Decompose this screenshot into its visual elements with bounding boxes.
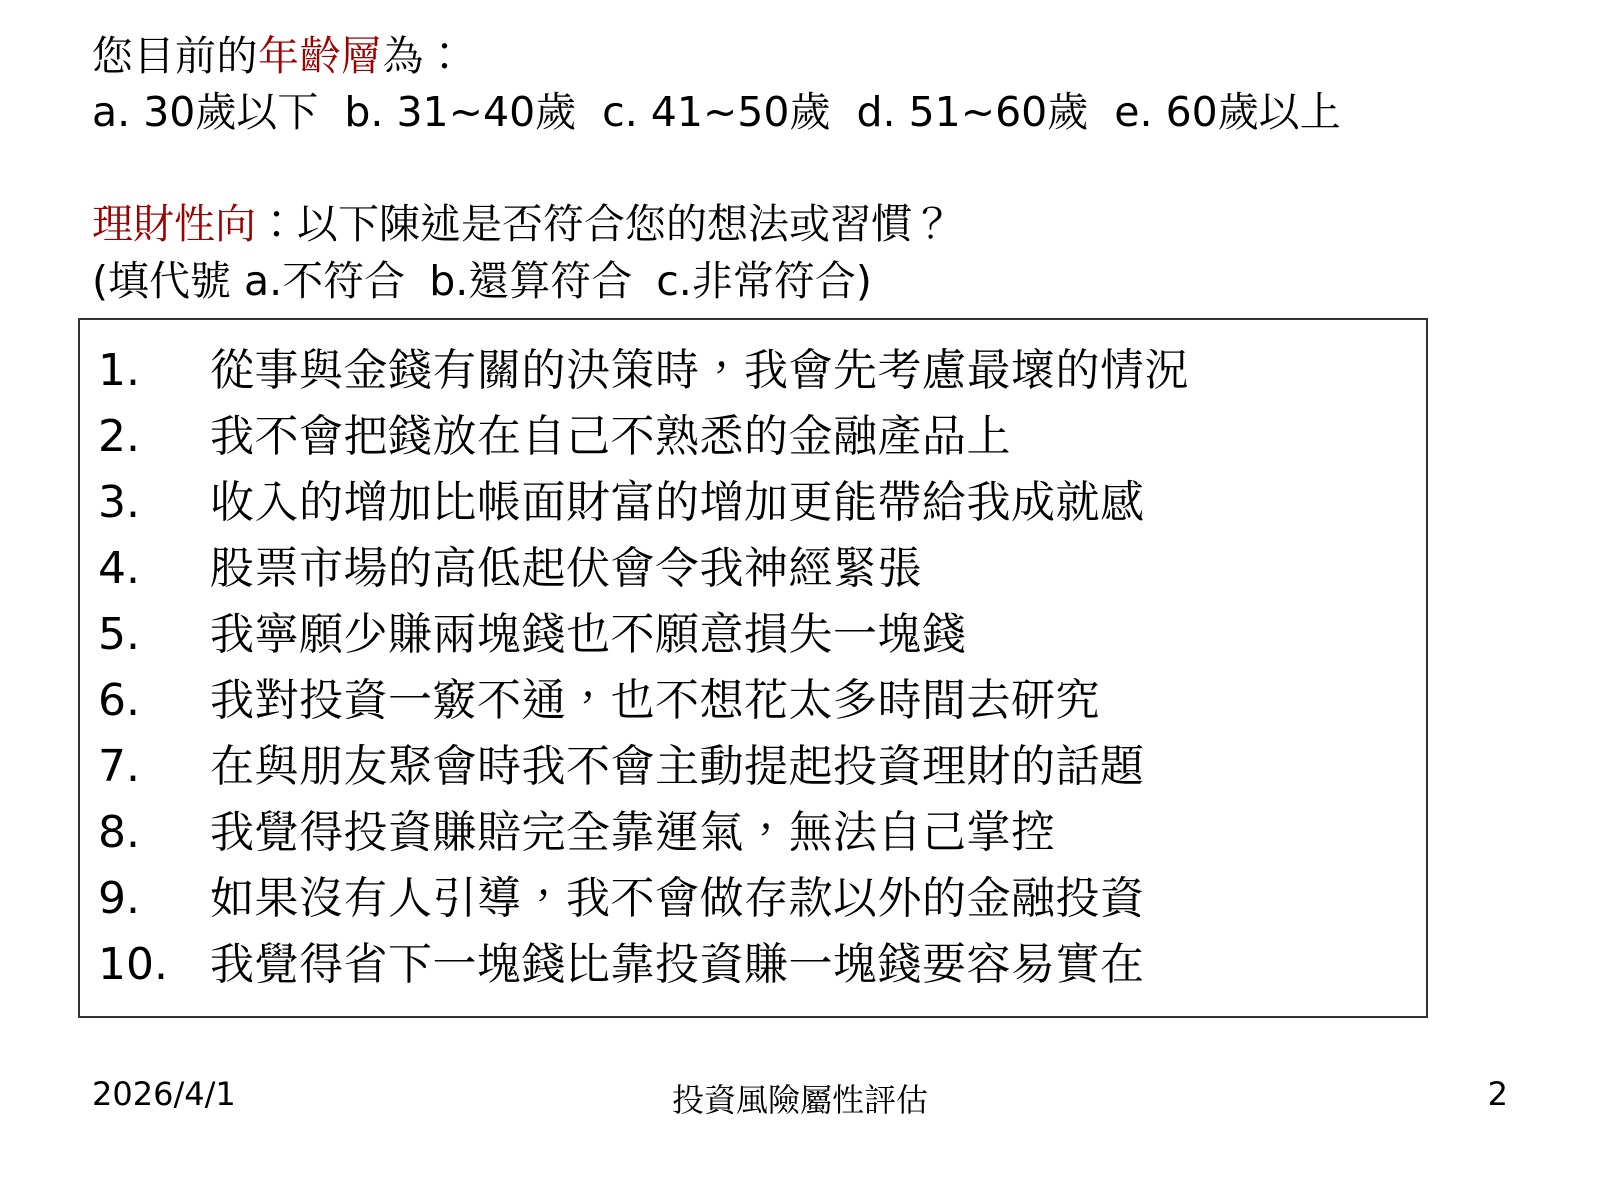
statement-number: 9.: [98, 873, 140, 924]
statement-text: 股票市場的高低起伏會令我神經緊張: [210, 543, 922, 594]
statement-item: [80, 928, 1426, 994]
statement-item: [80, 730, 1426, 796]
style-question-rest: ：以下陳述是否符合您的想法或習慣？: [256, 200, 953, 248]
statement-number: 8.: [98, 807, 140, 858]
statement-item: [80, 334, 1426, 400]
style-instruction-suffix: c.非常符合): [656, 257, 872, 306]
slide-footer: [0, 1075, 1600, 1125]
statement-item: [80, 532, 1426, 598]
footer-page-number: 2: [1487, 1075, 1508, 1113]
statement-text: 如果沒有人引導，我不會做存款以外的金融投資: [210, 873, 1145, 924]
age-option-d: d. 51~60歲: [856, 88, 1089, 137]
statement-item: [80, 598, 1426, 664]
statement-number: 2.: [98, 411, 140, 462]
age-question-prefix: 您目前的: [92, 32, 258, 80]
statement-text: 收入的增加比帳面財富的增加更能帶給我成就感: [210, 477, 1145, 528]
statement-item: [80, 862, 1426, 928]
statement-text: 在與朋友聚會時我不會主動提起投資理財的話題: [210, 741, 1145, 792]
age-option-c: c. 41~50歲: [602, 88, 831, 137]
footer-date: 2026/4/1: [92, 1075, 236, 1113]
style-instruction-line: [92, 255, 1512, 308]
statement-text: 我寧願少賺兩塊錢也不願意損失一塊錢: [210, 609, 967, 660]
age-question-block: [92, 30, 1512, 139]
statement-item: [80, 400, 1426, 466]
style-instruction-mid: b.還算符合: [429, 257, 633, 306]
statement-text: 我覺得省下一塊錢比靠投資賺一塊錢要容易實在: [210, 939, 1145, 990]
age-option-a: a. 30歲以下: [92, 88, 319, 137]
statement-item: [80, 466, 1426, 532]
age-question-highlight: 年齡層: [258, 32, 383, 80]
statement-text: 我不會把錢放在自己不熟悉的金融產品上: [210, 411, 1011, 462]
statement-item: [80, 796, 1426, 862]
statement-number: 4.: [98, 543, 140, 594]
statement-number: 1.: [98, 345, 140, 396]
age-question-line: [92, 30, 1512, 82]
style-question-highlight: 理財性向: [92, 200, 256, 248]
statement-number: 6.: [98, 675, 140, 726]
age-option-e: e. 60歲以上: [1114, 88, 1341, 137]
age-options-line: [92, 86, 1512, 138]
statement-text: 我覺得投資賺賠完全靠運氣，無法自己掌控: [210, 807, 1056, 858]
footer-title: 投資風險屬性評估: [671, 1081, 928, 1119]
statements-box: [78, 318, 1428, 1018]
statement-text: 從事與金錢有關的決策時，我會先考慮最壞的情況: [210, 345, 1189, 396]
statement-number: 3.: [98, 477, 140, 528]
statement-number: 7.: [98, 741, 140, 792]
statement-item: [80, 664, 1426, 730]
style-question-block: [92, 198, 1512, 309]
age-option-b: b. 31~40歲: [344, 88, 577, 137]
statement-number: 10.: [98, 939, 168, 990]
style-instruction-prefix: (填代號 a.不符合: [92, 257, 406, 306]
statement-number: 5.: [98, 609, 140, 660]
age-question-suffix: 為：: [382, 32, 466, 80]
style-question-line: [92, 198, 1512, 251]
statement-text: 我對投資一竅不通，也不想花太多時間去研究: [210, 675, 1100, 726]
